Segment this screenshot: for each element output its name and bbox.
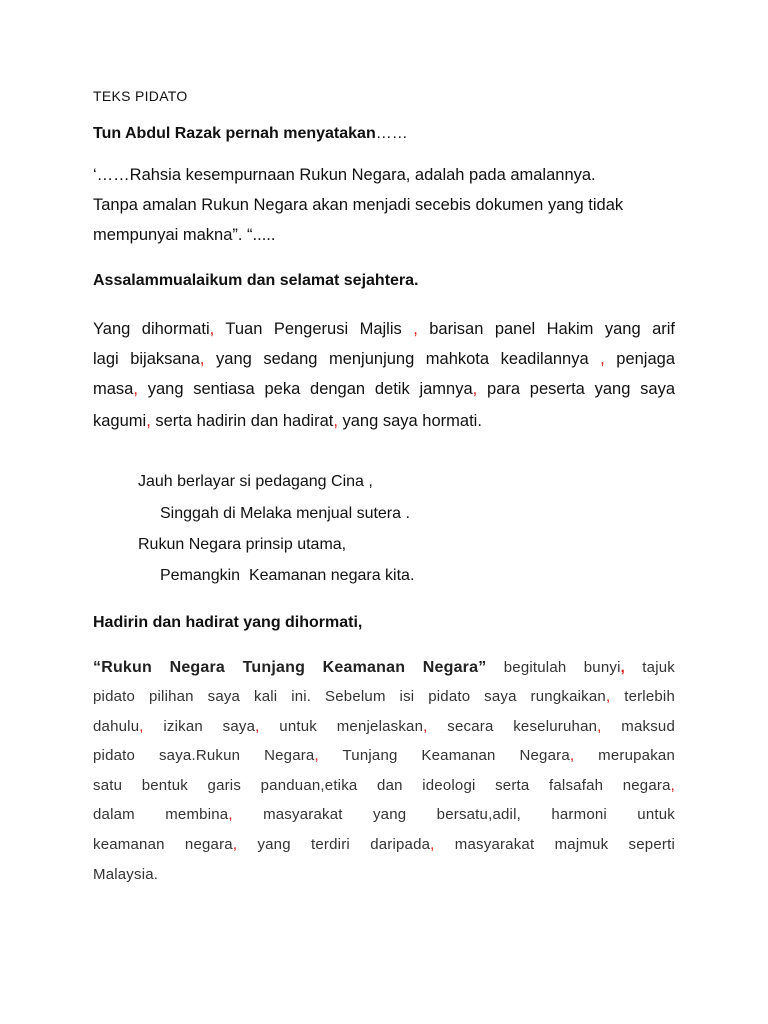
text-span: yang sentiasa peka dengan detik jamnya (137, 380, 473, 398)
red-comma: , (333, 412, 338, 430)
text-span: merupakan (574, 747, 676, 764)
text-span: Malaysia. (93, 866, 159, 883)
text-span: Tuan Pengerusi Majlis (225, 320, 414, 338)
text-span: terlebih (610, 688, 676, 705)
red-comma: , (314, 747, 319, 764)
para2-line (93, 718, 675, 735)
text-span: begitulah bunyi (486, 659, 621, 676)
para1-line (93, 350, 675, 369)
text-span: yang terdiri daripada (237, 836, 431, 853)
text-span: Yang dihormati (93, 320, 210, 338)
pantun-line: Pemangkin Keamanan negara kita. (160, 567, 415, 584)
red-comma: , (228, 806, 233, 823)
text-span: Tunjang Keamanan Negara (318, 747, 570, 764)
text-span: yang sedang menjunjung mahkota keadilannya (204, 350, 601, 368)
para1-line (93, 320, 675, 339)
text-span: masa (93, 380, 134, 398)
para2-line (93, 747, 675, 764)
text-span: pidato pilihan saya kali ini. Sebelum isi pidato saya rungkaikan (93, 688, 606, 705)
text-span: masyarakat majmuk seperti (434, 836, 675, 853)
text-span: keamanan negara (93, 836, 233, 853)
heading-quote-intro-text: Tun Abdul Razak pernah menyatakan (93, 125, 376, 142)
para2-line (93, 659, 675, 677)
pantun-line: Jauh berlayar si pedagang Cina , (138, 473, 373, 490)
text-span: barisan panel Hakim yang arif (429, 320, 676, 338)
red-comma: , (133, 380, 138, 398)
para2-line (93, 866, 158, 883)
text-span: pidato saya.Rukun Negara (93, 747, 315, 764)
para2-line (93, 836, 675, 853)
quote-line: Tanpa amalan Rukun Negara akan menjadi secebis dokumen yang tidak (93, 196, 624, 214)
red-comma: , (209, 320, 226, 338)
red-comma: , (605, 688, 611, 705)
address-line: Hadirin dan hadirat yang dihormati, (93, 614, 363, 631)
para1-line (93, 380, 675, 399)
red-comma: , (430, 836, 435, 853)
red-comma: , (620, 659, 625, 676)
quote-line: mempunyai makna”. “..... (93, 226, 276, 244)
heading-quote-intro (93, 125, 408, 143)
pantun-line: Singgah di Melaka menjual sutera . (160, 505, 410, 522)
heading-ellipsis: …… (375, 125, 408, 142)
text-span: untuk menjelaskan (259, 718, 424, 735)
para2-line (93, 777, 675, 794)
red-comma: , (232, 836, 238, 853)
text-span: lagi bijaksana (93, 350, 200, 368)
text-span: para peserta yang saya (477, 380, 675, 398)
red-comma: , (255, 718, 260, 735)
red-comma: , (199, 350, 205, 368)
quote-line: ‘……Rahsia kesempurnaan Rukun Negara, adalah pada amalannya. (93, 166, 596, 184)
red-comma: , (569, 747, 575, 764)
text-span: masyarakat yang bersatu,adil, harmoni untuk (232, 806, 675, 823)
text-span: yang saya hormati. (337, 412, 482, 430)
red-comma: , (472, 380, 478, 398)
text-span: secara keseluruhan (427, 718, 598, 735)
para1-line (93, 412, 482, 431)
text-span: dalam membina (93, 806, 229, 823)
red-comma: , (146, 412, 151, 430)
text-span: penjaga (604, 350, 676, 368)
para2-line (93, 806, 675, 823)
red-comma: , (423, 718, 428, 735)
para2-line (93, 688, 675, 705)
text-span: tajuk (624, 659, 675, 676)
text-span: kagumi (93, 412, 147, 430)
text-span: dahulu (93, 718, 140, 735)
pantun-line: Rukun Negara prinsip utama, (138, 536, 347, 553)
red-comma: , (139, 718, 144, 735)
doc-title: TEKS PIDATO (93, 88, 188, 104)
text-span: serta hadirin dan hadirat (150, 412, 334, 430)
red-comma: , (413, 320, 430, 338)
text-span: izikan saya (143, 718, 256, 735)
red-comma: , (600, 350, 605, 368)
topic-title: “Rukun Negara Tunjang Keamanan Negara” (93, 659, 487, 676)
text-span: satu bentuk garis panduan,etika dan ideologi serta falsafah negara (93, 777, 671, 794)
text-span: maksud (601, 718, 675, 735)
greeting: Assalammualaikum dan selamat sejahtera. (93, 272, 419, 289)
red-comma: , (670, 777, 675, 794)
red-comma: , (597, 718, 602, 735)
